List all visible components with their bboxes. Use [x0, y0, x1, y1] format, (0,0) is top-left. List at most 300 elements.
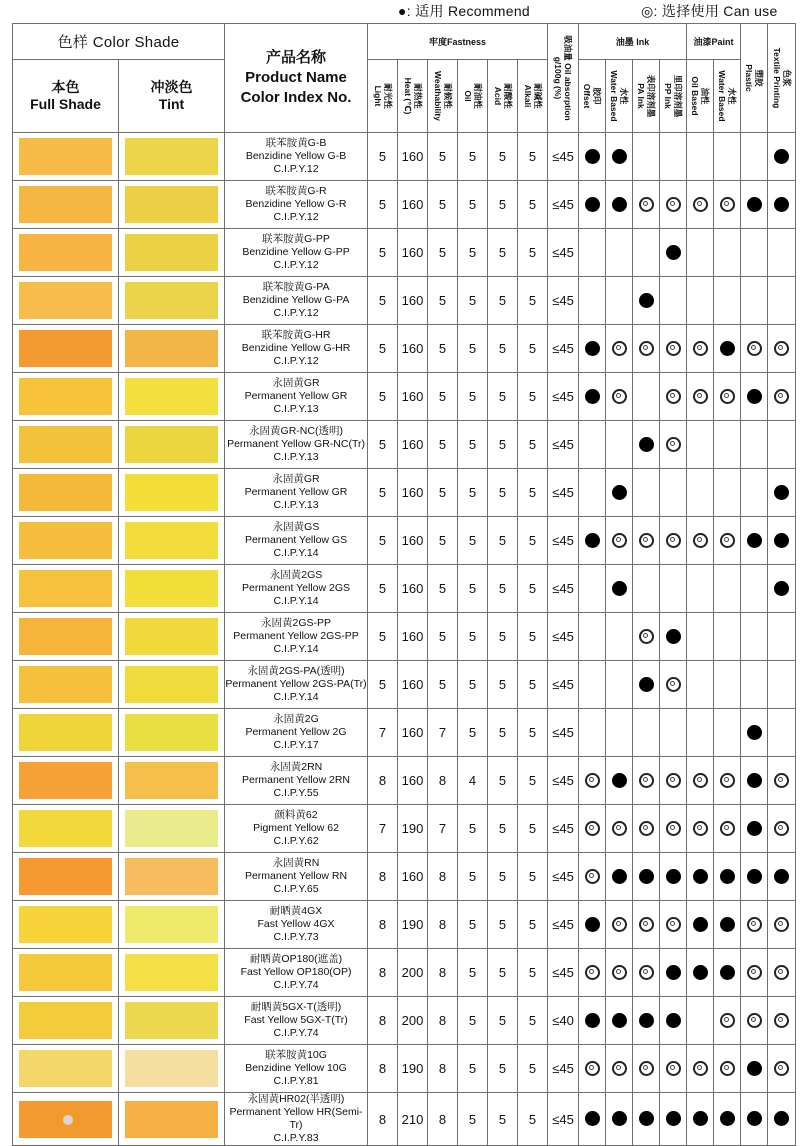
can-use-ring-icon [612, 965, 627, 980]
alkali-value: 5 [518, 901, 548, 949]
oil-absorption-value: ≤45 [548, 949, 579, 997]
table-row [13, 373, 796, 421]
can-use-ring-icon [666, 773, 681, 788]
pa-ink-cell [633, 949, 660, 997]
paint-water-based-cell [714, 901, 741, 949]
product-name-cn: 永固黄GS [272, 521, 320, 533]
plastic-cell [741, 997, 768, 1045]
full-shade-cell [13, 277, 119, 325]
paint-oil-based-cell [687, 565, 714, 613]
paint-oil-based-cell [687, 229, 714, 277]
paint-oil-based-cell [687, 709, 714, 757]
tint-cell [119, 805, 225, 853]
paint-water-based-header: 水性 Water Based [714, 60, 741, 133]
recommend-dot-icon [747, 1061, 762, 1076]
product-name-en: Benzidine Yellow G-PA [242, 294, 350, 306]
heat-value: 160 [398, 421, 428, 469]
pp-ink-cell [660, 133, 687, 181]
full-shade-swatch [19, 1002, 112, 1039]
paint-oil-based-cell [687, 997, 714, 1045]
tint-en: Tint [158, 96, 185, 112]
oil-value: 5 [458, 133, 488, 181]
recommend-dot-icon [639, 677, 654, 692]
weather-value: 7 [428, 709, 458, 757]
can-use-ring-icon [693, 773, 708, 788]
heat-value: 200 [398, 949, 428, 997]
recommend-dot-icon [612, 197, 627, 212]
pp-ink-cell [660, 181, 687, 229]
tint-cell [119, 517, 225, 565]
can-use-ring-icon [666, 677, 681, 692]
weather-value: 8 [428, 757, 458, 805]
ink-water-based-header: 水性 Water Based [606, 60, 633, 133]
can-use-ring-icon [774, 341, 789, 356]
oil-absorption-value: ≤40 [548, 997, 579, 1045]
can-use-ring-icon [666, 1061, 681, 1076]
offset-cell [579, 805, 606, 853]
heat-value: 160 [398, 277, 428, 325]
product-name-cn: 联苯胺黄G-R [265, 185, 327, 197]
acid-value: 5 [488, 469, 518, 517]
oil-absorption-value: ≤45 [548, 517, 579, 565]
legend [0, 0, 807, 24]
textile-printing-cell [768, 277, 796, 325]
product-name-cell [225, 373, 368, 421]
oil-absorption-header: 吸油量 Oil absorption g/100g (%) [548, 24, 579, 133]
paint-water-based-cell [714, 853, 741, 901]
color-index: C.I.P.Y.12 [273, 355, 319, 367]
can-use-ring-icon [693, 341, 708, 356]
weather-value: 8 [428, 1045, 458, 1093]
product-name-cell [225, 421, 368, 469]
offset-cell [579, 421, 606, 469]
acid-value: 5 [488, 181, 518, 229]
full-shade-swatch [19, 762, 112, 799]
tint-cell [119, 133, 225, 181]
product-name-cell [225, 181, 368, 229]
offset-cell [579, 1045, 606, 1093]
offset-cell [579, 613, 606, 661]
pp-ink-header: 里印溶剂墨 PP Ink [660, 60, 687, 133]
pa-ink-cell [633, 421, 660, 469]
punch-hole-mark [63, 1115, 73, 1125]
tint-swatch [125, 762, 218, 799]
product-name-cn: 永固黄GR [272, 377, 320, 389]
oil-absorption-value: ≤45 [548, 1093, 579, 1146]
table-row [13, 229, 796, 277]
ink-water-based-cell [606, 421, 633, 469]
paint-water-based-cell [714, 373, 741, 421]
ink-water-based-cell [606, 229, 633, 277]
pa-ink-cell [633, 901, 660, 949]
recommend-dot-icon [612, 149, 627, 164]
heat-value: 160 [398, 373, 428, 421]
can-use-ring-icon [774, 917, 789, 932]
recommend-dot-icon [585, 341, 600, 356]
paint-water-based-cell [714, 469, 741, 517]
product-name-cn: 永固黄GR [272, 473, 320, 485]
can-use-ring-icon [639, 965, 654, 980]
can-use-ring-icon [639, 341, 654, 356]
pa-ink-cell [633, 277, 660, 325]
full-shade-cell [13, 757, 119, 805]
recommend-dot-icon [774, 149, 789, 164]
offset-cell [579, 1093, 606, 1146]
weather-value: 5 [428, 661, 458, 709]
product-name-en: Benzidine Yellow G-R [245, 198, 347, 210]
recommend-dot-icon [774, 581, 789, 596]
recommend-dot-icon [639, 869, 654, 884]
plastic-cell [741, 565, 768, 613]
plastic-cell [741, 709, 768, 757]
textile-printing-header: 色浆 Textile Printing [768, 24, 796, 133]
can-use-ring-icon [612, 533, 627, 548]
oil-value: 5 [458, 901, 488, 949]
heat-value: 160 [398, 517, 428, 565]
alkali-value: 5 [518, 229, 548, 277]
alkali-value: 5 [518, 565, 548, 613]
can-use-ring-icon [639, 533, 654, 548]
full-shade-swatch [19, 570, 112, 607]
pa-ink-cell [633, 757, 660, 805]
recommend-dot-icon [747, 1111, 762, 1126]
paint-group-header: 油漆Paint [687, 24, 741, 60]
light-value: 5 [368, 565, 398, 613]
heat-value: 160 [398, 325, 428, 373]
oil-value: 5 [458, 949, 488, 997]
full-shade-swatch [19, 426, 112, 463]
can-use-ring-icon [666, 437, 681, 452]
product-name-cell [225, 133, 368, 181]
offset-cell [579, 949, 606, 997]
offset-cell [579, 853, 606, 901]
textile-printing-cell [768, 325, 796, 373]
paint-oil-based-cell [687, 1045, 714, 1093]
tint-swatch [125, 810, 218, 847]
product-name-cn: 耐晒黄5GX-T(透明) [250, 1001, 342, 1013]
product-name-cn: 永固黄RN [272, 857, 320, 869]
tint-cell [119, 181, 225, 229]
pp-ink-cell [660, 805, 687, 853]
offset-cell [579, 469, 606, 517]
can-use-ring-icon [666, 533, 681, 548]
recommend-dot-icon [747, 725, 762, 740]
pp-ink-cell [660, 949, 687, 997]
product-name-header [225, 24, 368, 133]
paint-oil-based-cell [687, 757, 714, 805]
recommend-dot-icon [774, 197, 789, 212]
full-shade-cell [13, 469, 119, 517]
offset-cell [579, 325, 606, 373]
can-use-ring-icon [774, 1061, 789, 1076]
offset-cell [579, 277, 606, 325]
recommend-dot-icon [693, 1111, 708, 1126]
weather-value: 5 [428, 325, 458, 373]
light-header: 耐光性 Light [368, 60, 398, 133]
color-index: C.I.P.Y.12 [273, 307, 319, 319]
acid-value: 5 [488, 757, 518, 805]
weather-value: 5 [428, 517, 458, 565]
can-use-ring-icon [720, 197, 735, 212]
product-name-cn: 颜料黄62 [274, 809, 318, 821]
light-value: 5 [368, 181, 398, 229]
light-value: 5 [368, 421, 398, 469]
heat-value: 160 [398, 757, 428, 805]
plastic-cell [741, 133, 768, 181]
paint-water-based-cell [714, 325, 741, 373]
color-index: C.I.P.Y.14 [273, 595, 319, 607]
full-shade-cell [13, 853, 119, 901]
can-use-ring-icon [612, 389, 627, 404]
weather-value: 5 [428, 277, 458, 325]
tint-swatch [125, 138, 218, 175]
tint-swatch [125, 522, 218, 559]
product-name-en: Benzidine Yellow G-HR [241, 342, 351, 354]
offset-cell [579, 709, 606, 757]
light-value: 5 [368, 229, 398, 277]
oil-absorption-value: ≤45 [548, 805, 579, 853]
color-index: C.I.P.Y.14 [273, 691, 319, 703]
recommend-dot-icon [585, 149, 600, 164]
paint-water-based-cell [714, 661, 741, 709]
acid-header: 耐酸性 Acid [488, 60, 518, 133]
can-use-ring-icon [639, 197, 654, 212]
recommend-dot-icon [666, 629, 681, 644]
recommend-dot-icon [585, 389, 600, 404]
pa-ink-cell [633, 1045, 660, 1093]
weather-value: 8 [428, 853, 458, 901]
heat-value: 160 [398, 181, 428, 229]
acid-value: 5 [488, 1093, 518, 1146]
plastic-cell [741, 517, 768, 565]
oil-value: 5 [458, 277, 488, 325]
can-use-ring-icon [612, 341, 627, 356]
full-shade-swatch [19, 330, 112, 367]
paint-water-based-cell [714, 1093, 741, 1146]
oil-absorption-value: ≤45 [548, 565, 579, 613]
full-shade-cell [13, 133, 119, 181]
paint-oil-based-cell [687, 661, 714, 709]
heat-value: 160 [398, 613, 428, 661]
paint-oil-based-cell [687, 181, 714, 229]
tint-swatch [125, 714, 218, 751]
oil-absorption-value: ≤45 [548, 853, 579, 901]
recommend-dot-icon [612, 485, 627, 500]
tint-swatch [125, 1002, 218, 1039]
recommend-dot-icon [666, 965, 681, 980]
ink-water-based-cell [606, 565, 633, 613]
recommend-dot-icon [747, 821, 762, 836]
can-use-ring-icon [666, 821, 681, 836]
acid-value: 5 [488, 421, 518, 469]
recommend-dot-icon [612, 773, 627, 788]
textile-printing-cell [768, 133, 796, 181]
oil-header: 耐油性 Oil [458, 60, 488, 133]
full-shade-en: Full Shade [30, 96, 101, 112]
product-name-en: Benzidine Yellow 10G [245, 1062, 347, 1074]
oil-absorption-value: ≤45 [548, 277, 579, 325]
ink-water-based-cell [606, 1093, 633, 1146]
pa-ink-cell [633, 373, 660, 421]
full-shade-swatch [19, 522, 112, 559]
pp-ink-cell [660, 1045, 687, 1093]
light-value: 5 [368, 133, 398, 181]
alkali-value: 5 [518, 469, 548, 517]
textile-printing-cell [768, 997, 796, 1045]
paint-water-based-cell [714, 709, 741, 757]
offset-cell [579, 373, 606, 421]
light-value: 8 [368, 1093, 398, 1146]
color-index: C.I.P.Y.62 [273, 835, 319, 847]
product-name-en: Fast Yellow 4GX [257, 918, 335, 930]
recommend-dot-icon [747, 533, 762, 548]
can-use-ring-icon [612, 821, 627, 836]
can-use-ring-icon [693, 389, 708, 404]
legend-recommend [398, 1, 530, 21]
acid-value: 5 [488, 709, 518, 757]
plastic-cell [741, 613, 768, 661]
alkali-value: 5 [518, 1045, 548, 1093]
textile-printing-cell [768, 421, 796, 469]
tint-cell [119, 949, 225, 997]
textile-printing-cell [768, 709, 796, 757]
oil-absorption-value: ≤45 [548, 181, 579, 229]
can-use-ring-icon [747, 965, 762, 980]
oil-absorption-value: ≤45 [548, 421, 579, 469]
pp-ink-cell [660, 277, 687, 325]
plastic-cell [741, 661, 768, 709]
tint-swatch [125, 954, 218, 991]
table-row [13, 757, 796, 805]
full-shade-cn: 本色 [51, 79, 80, 95]
plastic-cell [741, 757, 768, 805]
full-shade-cell [13, 997, 119, 1045]
oil-value: 5 [458, 421, 488, 469]
heat-value: 210 [398, 1093, 428, 1146]
pp-ink-cell [660, 229, 687, 277]
ink-group-header: 油墨 Ink [579, 24, 687, 60]
recommend-dot-icon [774, 1111, 789, 1126]
tint-cell [119, 1045, 225, 1093]
acid-value: 5 [488, 853, 518, 901]
oil-absorption-value: ≤45 [548, 133, 579, 181]
tint-cell [119, 325, 225, 373]
product-name-en: Fast Yellow OP180(OP) [240, 966, 352, 978]
tint-swatch [125, 1101, 218, 1138]
paint-water-based-cell [714, 949, 741, 997]
ink-water-based-cell [606, 1045, 633, 1093]
weather-value: 8 [428, 997, 458, 1045]
color-index: C.I.P.Y.14 [273, 643, 319, 655]
oil-value: 5 [458, 469, 488, 517]
oil-value: 5 [458, 853, 488, 901]
tint-swatch [125, 666, 218, 703]
pa-ink-cell [633, 565, 660, 613]
oil-value: 4 [458, 757, 488, 805]
table-row [13, 325, 796, 373]
pp-ink-cell [660, 661, 687, 709]
weathability-header: 耐候性 Weathability [428, 60, 458, 133]
table-row [13, 853, 796, 901]
full-shade-header [13, 60, 119, 133]
full-shade-swatch [19, 1050, 112, 1087]
oil-value: 5 [458, 565, 488, 613]
full-shade-cell [13, 229, 119, 277]
pa-ink-cell [633, 1093, 660, 1146]
product-name-en: Permanent Yellow 2GS [242, 582, 350, 594]
plastic-cell [741, 469, 768, 517]
can-use-ring-icon [666, 341, 681, 356]
light-value: 5 [368, 373, 398, 421]
table-row [13, 181, 796, 229]
table-row [13, 565, 796, 613]
tint-swatch [125, 1050, 218, 1087]
acid-value: 5 [488, 277, 518, 325]
pa-ink-cell [633, 133, 660, 181]
acid-value: 5 [488, 901, 518, 949]
pp-ink-cell [660, 613, 687, 661]
can-use-ring-icon [720, 773, 735, 788]
full-shade-swatch [19, 906, 112, 943]
acid-value: 5 [488, 997, 518, 1045]
product-name-cn: 产品名称 [266, 49, 327, 66]
alkali-value: 5 [518, 373, 548, 421]
pp-ink-cell [660, 325, 687, 373]
alkali-header: 耐碱性 Alkali [518, 60, 548, 133]
recommend-dot-icon [747, 869, 762, 884]
recommend-dot-icon [747, 389, 762, 404]
tint-cell [119, 421, 225, 469]
can-use-ring-icon [774, 1013, 789, 1028]
recommend-dot-icon [774, 485, 789, 500]
alkali-value: 5 [518, 709, 548, 757]
full-shade-swatch [19, 858, 112, 895]
oil-absorption-value: ≤45 [548, 709, 579, 757]
paint-oil-based-cell [687, 421, 714, 469]
full-shade-cell [13, 565, 119, 613]
paint-oil-based-cell [687, 949, 714, 997]
product-name-cell [225, 901, 368, 949]
recommend-dot-icon [639, 1013, 654, 1028]
color-index: C.I.P.Y.12 [273, 211, 319, 223]
recommend-dot-icon [585, 533, 600, 548]
recommend-dot-icon [585, 1013, 600, 1028]
textile-printing-cell [768, 229, 796, 277]
tint-cell [119, 661, 225, 709]
recommend-text: 适用 Recommend [415, 3, 531, 19]
recommend-dot-icon [774, 533, 789, 548]
oil-value: 5 [458, 613, 488, 661]
full-shade-swatch [19, 234, 112, 271]
alkali-value: 5 [518, 613, 548, 661]
alkali-value: 5 [518, 805, 548, 853]
can-use-ring-icon [747, 1013, 762, 1028]
recommend-dot-icon [639, 437, 654, 452]
light-value: 5 [368, 613, 398, 661]
color-index: C.I.P.Y.55 [273, 787, 319, 799]
light-value: 8 [368, 901, 398, 949]
ink-water-based-cell [606, 517, 633, 565]
oil-absorption-value: ≤45 [548, 325, 579, 373]
tint-swatch [125, 282, 218, 319]
textile-printing-cell [768, 565, 796, 613]
oil-absorption-value: ≤45 [548, 1045, 579, 1093]
paint-water-based-cell [714, 133, 741, 181]
plastic-cell [741, 805, 768, 853]
alkali-value: 5 [518, 325, 548, 373]
table-row [13, 469, 796, 517]
weather-value: 8 [428, 1093, 458, 1146]
